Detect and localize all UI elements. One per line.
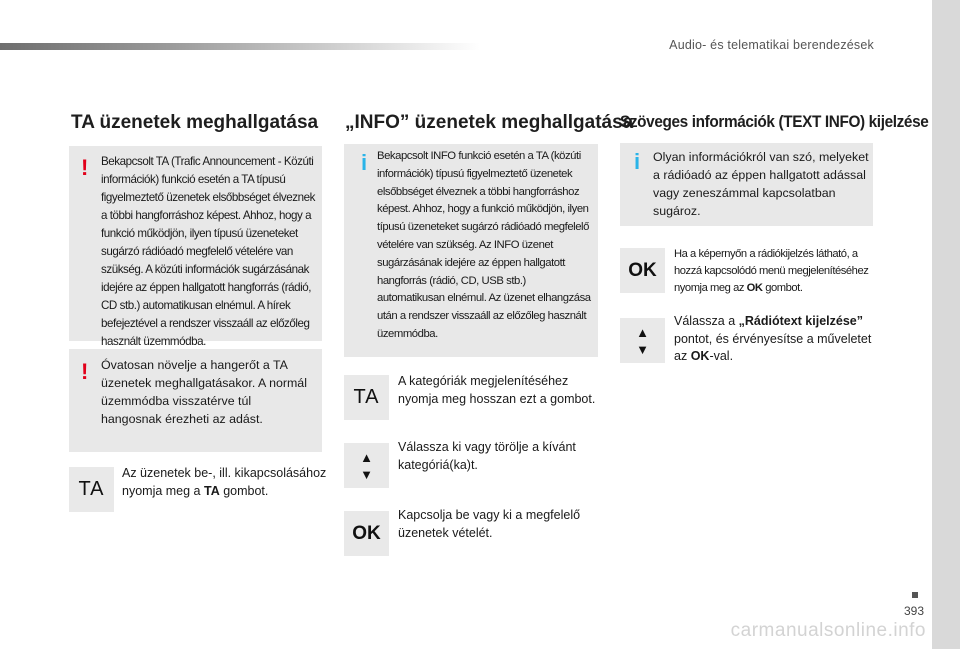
ta-button-icon: TA	[69, 467, 114, 512]
toggle-messages-instruction: Kapcsolja be vagy ki a megfelelő üzenetek vételét.	[398, 508, 581, 540]
up-arrow-icon: ▲	[636, 324, 649, 340]
info-messages-title: „INFO” üzenetek meghallgatása	[345, 112, 634, 133]
watermark: carmanualsonline.info	[730, 620, 926, 641]
info-icon: i	[361, 150, 368, 175]
info-icon: i	[634, 149, 641, 174]
radio-menu-instruction: Ha a képernyőn a rádiókijelzés látható, a hozzá kapcsolódó menü megjelenítéséhez nyomja meg az OK gombot.	[674, 248, 869, 294]
ok-button-icon: OK	[344, 511, 389, 556]
ta-toggle-instruction: Az üzenetek be-, ill. kikapcsolásához nyomja meg a TA gombot.	[122, 466, 327, 498]
warning-icon: !	[81, 359, 89, 384]
up-arrow-icon: ▲	[360, 449, 373, 465]
header-bar	[0, 43, 480, 50]
page-marker	[912, 592, 918, 598]
ta-warning-text: Bekapcsolt TA (Trafic Announcement - Közúti információk) funkció esetén a TA típusú figyelmeztető üzenetek elsőbbséget élveznek a többi hangforráshoz képest. Ahhoz, hogy a funkció működjön, ilyen típusú üzeneteket sugárzó rádióadó megfelelő vételére van szükség. A közúti információk sugárzásának idejére az éppen hallgatott hangforrás (rádió, CD stb.) automatikusan elnémul. A hírek befejeztével a rendszer visszaáll az előzőleg használt üzemmódba.	[101, 155, 315, 348]
page-number: 393	[903, 604, 924, 618]
volume-warning-text: Óvatosan növelje a hangerőt a TA üzenetek meghallgatásakor. A normál üzemmódba visszatérve túl hangosnak érezheti az adást.	[101, 358, 307, 426]
categories-instruction: A kategóriák megjelenítéséhez nyomja meg hosszan ezt a gombot.	[398, 374, 596, 406]
select-categories-instruction: Válassza ki vagy törölje a kívánt kategóriá(ka)t.	[398, 440, 576, 472]
up-down-arrows-icon	[344, 443, 389, 488]
down-arrow-icon: ▼	[360, 466, 373, 482]
section-title: Audio- és telematikai berendezések	[669, 38, 874, 52]
ta-warning-box	[69, 146, 322, 348]
radiotext-instruction: Válassza a „Rádiótext kijelzése” pontot, és érvényesítse a műveletet az OK-val.	[674, 314, 872, 363]
ta-messages-title: TA üzenetek meghallgatása	[71, 112, 319, 133]
warning-icon: !	[81, 155, 89, 180]
up-down-arrows-icon	[620, 318, 665, 363]
info-note-text: Bekapcsolt INFO funkció esetén a TA (közúti információk) típusú figyelmeztető üzenetek elsőbbséget élveznek a többi hangforráshoz képest. Ahhoz, hogy a funkció működjön, ilyen típusú üzeneteket sugárzó rádióadó megfelelő vételére van szükség. Az INFO üzenet sugárzásának idejére az éppen hallgatott hangforrás (rádió, CD, USB stb.) automatikusan elnémul. Az üzenet elhangzása után a rendszer visszaáll az előzőleg használt üzemmódba.	[377, 150, 591, 340]
info-note-box	[344, 144, 598, 357]
ok-button-icon: OK	[620, 248, 665, 293]
text-info-title: Szöveges információk (TEXT INFO) kijelzése	[620, 113, 929, 131]
volume-warning-box	[69, 349, 322, 452]
text-info-note-text: Olyan információkról van szó, melyeket a rádióadó az éppen hallgatott adással vagy zeneszámmal kapcsolatban sugároz.	[653, 150, 869, 218]
page-edge-strip	[932, 0, 960, 649]
text-info-note-box	[620, 143, 873, 226]
down-arrow-icon: ▼	[636, 341, 649, 357]
ta-button-icon: TA	[344, 375, 389, 420]
